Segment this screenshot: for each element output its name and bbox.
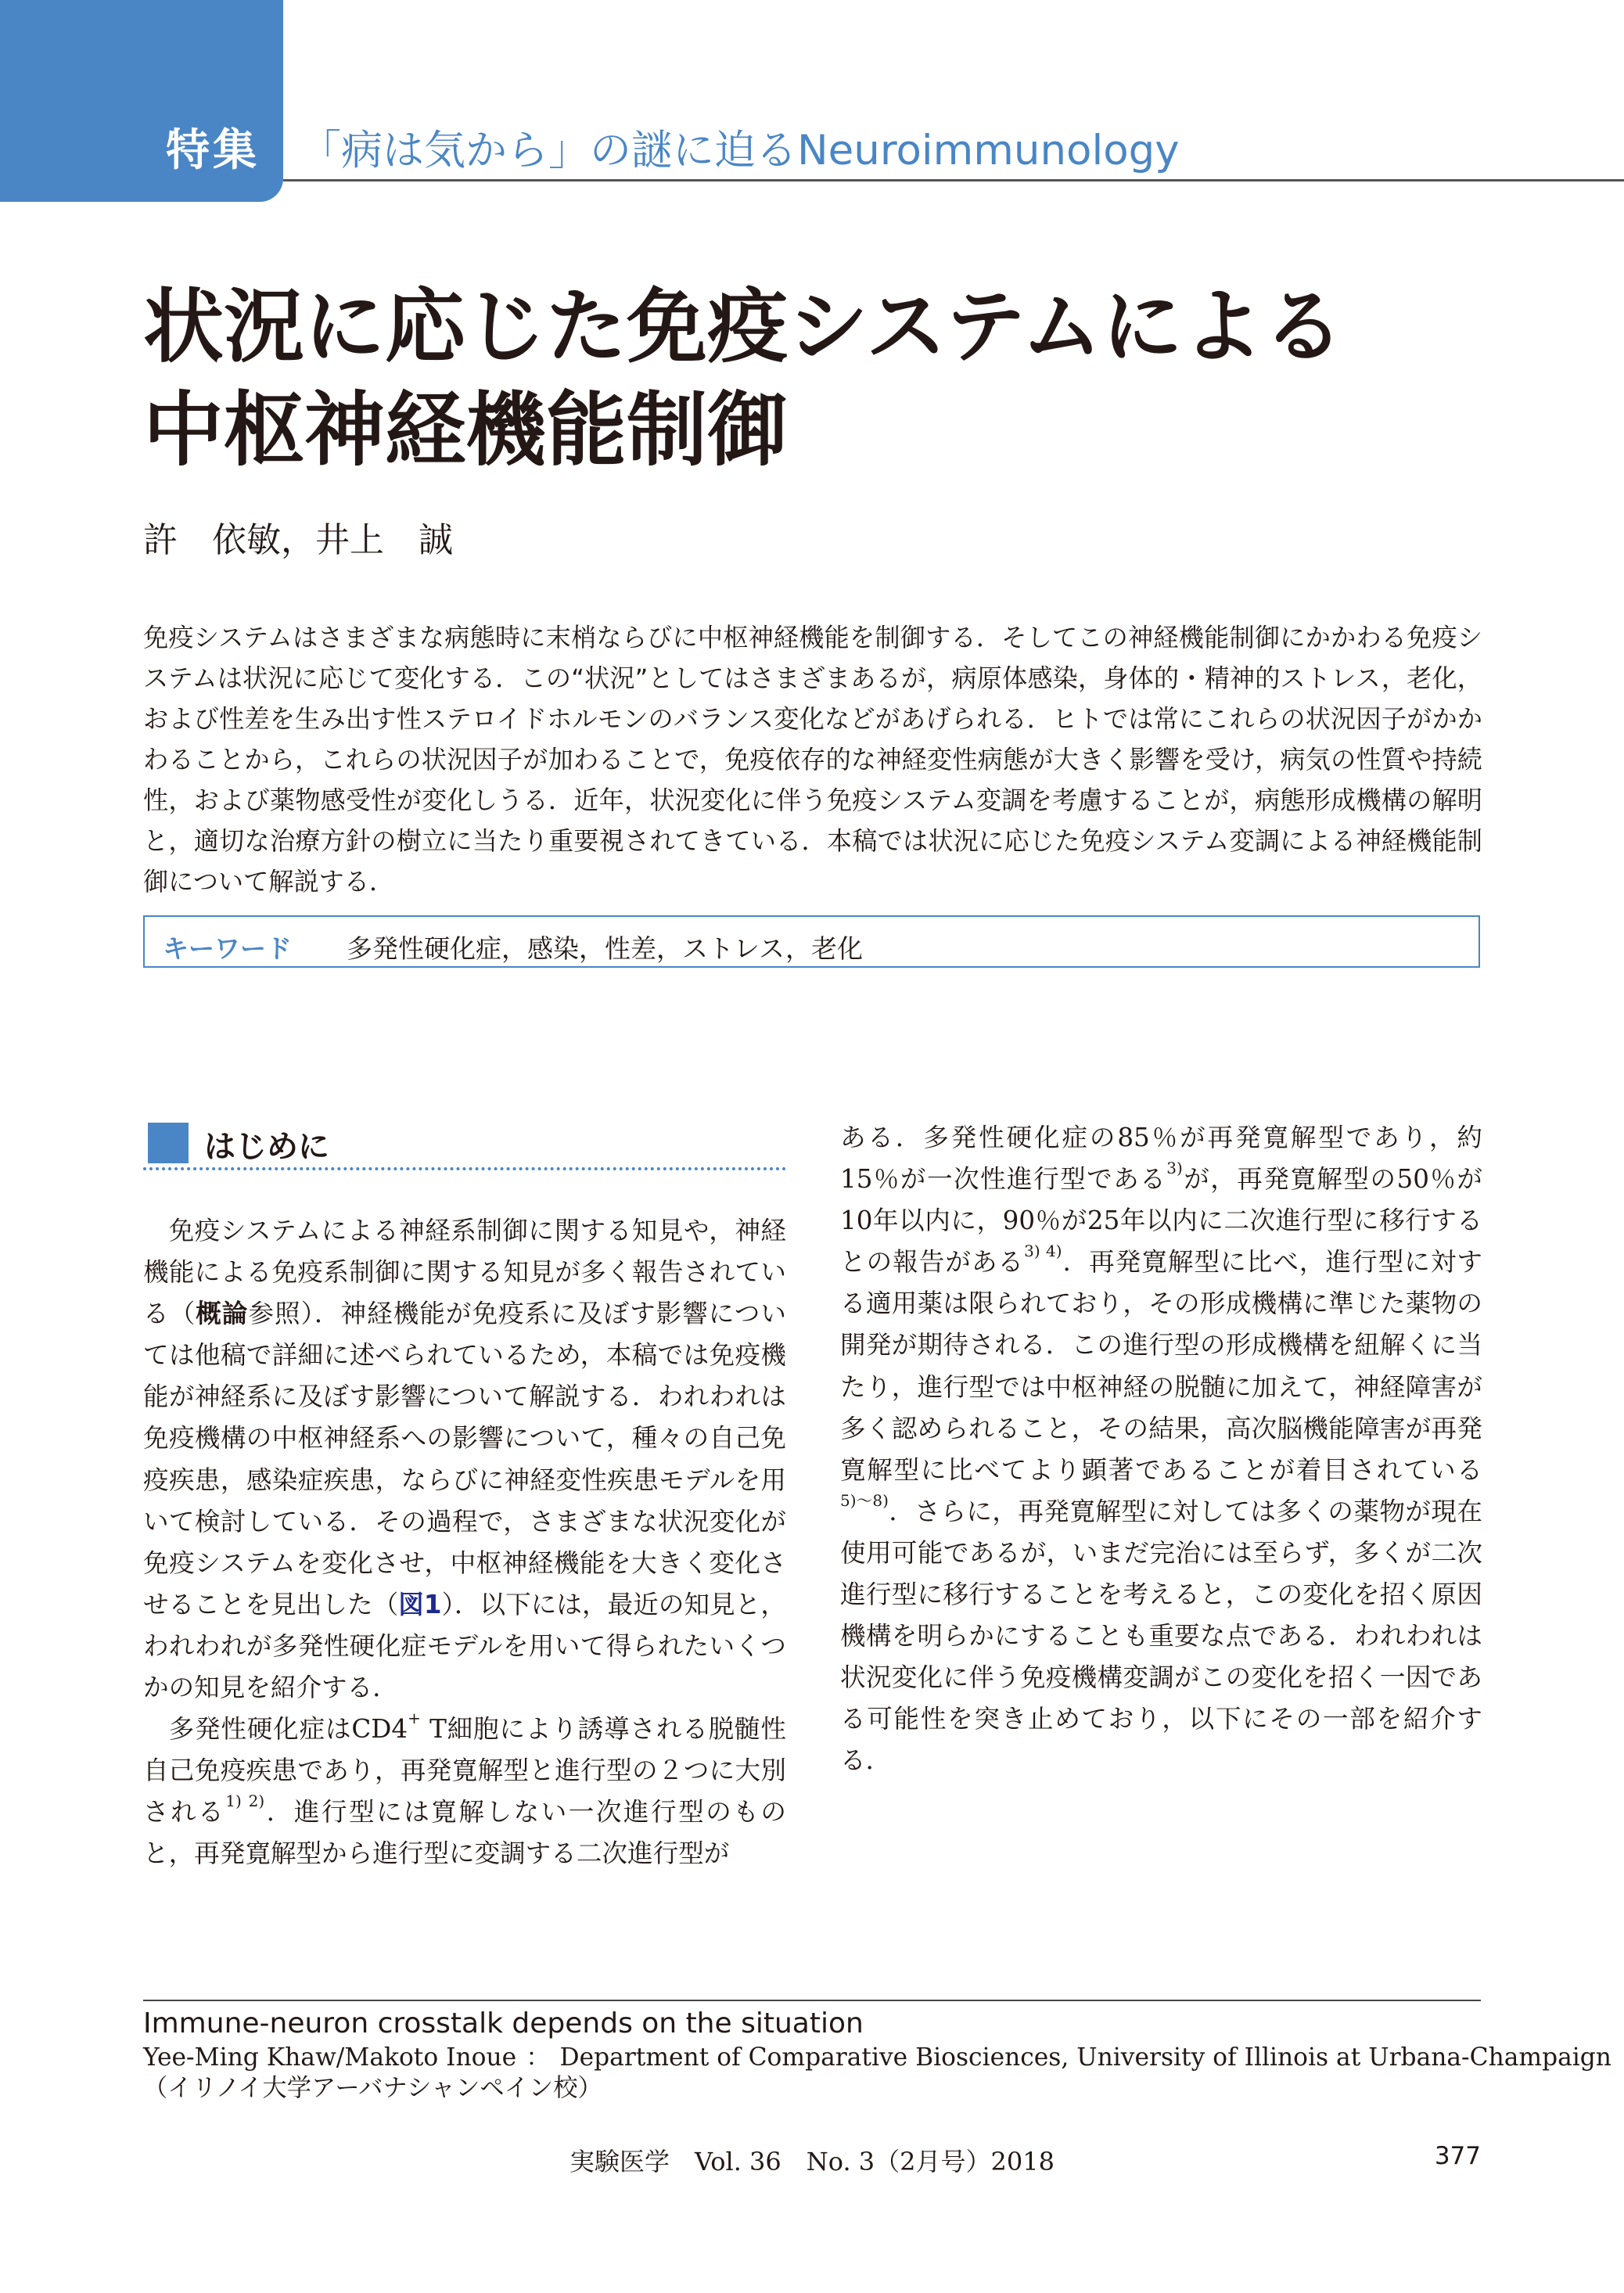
footer-rule bbox=[143, 2000, 1481, 2001]
citation[interactable]: 5)〜8) bbox=[840, 1490, 889, 1510]
article-title bbox=[143, 275, 1344, 482]
figure-1-link[interactable]: 図1 bbox=[398, 1589, 442, 1619]
article-title-line-2: 中枢神経機能制御 bbox=[143, 383, 788, 477]
page-number: 377 bbox=[1434, 2142, 1481, 2170]
body-column-right bbox=[840, 1117, 1482, 1782]
keyword-list: 多発性硬化症，感染，性差，ストレス，老化 bbox=[347, 933, 863, 964]
keyword-label: キーワード bbox=[163, 933, 292, 964]
affiliation-japanese: （イリノイ大学アーバナシャンペイン校） bbox=[143, 2074, 602, 2102]
header-rule bbox=[283, 179, 1624, 181]
article-title-line-1: 状況に応じた免疫システムによる bbox=[143, 280, 1344, 374]
author-names: 許 依敏，井上 誠 bbox=[143, 520, 453, 560]
journal-citation: 実験医学 Vol. 36 No. 3（2月号）2018 bbox=[569, 2147, 1055, 2176]
author-affiliation: Yee-Ming Khaw/Makoto Inoue ： Department of Comparative Biosciences, University of Illinois at Urbana-Champaign bbox=[143, 2043, 1611, 2072]
citation[interactable]: 3) bbox=[1166, 1159, 1183, 1178]
abstract: 免疫システムはさまざまな病態時に末梢ならびに中枢神経機能を制御する．そしてこの神経機能制御にかかわる免疫システムは状況に応じて変化する．この“状況”としてはさまざまあるが，病原体感染，身体的・精神的ストレス，老化，および性差を生み出す性ステロイドホルモンのバランス変化などがあげられる．ヒトでは常にこれらの状況因子がかかわることから，これらの状況因子が加わることで，免疫依存的な神経変性病態が大きく影響を受け，病気の性質や持続性，および薬物感受性が変化しうる．近年，状況変化に伴う免疫システム変調を考慮することが，病態形成機構の解明と，適切な治療方針の樹立に当たり重要視されてきている．本稿では状況に応じた免疫システム変調による神経機能制御について解説する． bbox=[143, 623, 1482, 897]
feature-tab-label: 特集 bbox=[166, 125, 260, 176]
body-column-left bbox=[143, 1210, 786, 1875]
keyword-box bbox=[143, 915, 1480, 968]
english-title: Immune-neuron crosstalk depends on the situation bbox=[143, 2007, 864, 2040]
overview-reference[interactable]: 概論 bbox=[196, 1299, 249, 1329]
feature-series-title: 「病は気から」の謎に迫るNeuroimmunology bbox=[300, 127, 1180, 174]
section-heading bbox=[143, 1119, 786, 1173]
citation[interactable]: 1) 2) bbox=[225, 1792, 265, 1811]
body-paragraph: 免疫システムによる神経系制御に関する知見や，神経機能による免疫系制御に関する知見が多く報告されている（概論参照）．神経機能が免疫系に及ぼす影響については他稿で詳細に述べられているため，本稿では免疫機能が神経系に及ぼす影響について解説する．われわれは免疫機構の中枢神経系への影響について，種々の自己免疫疾患，感染症疾患，ならびに神経変性疾患モデルを用いて検討している．その過程で，さまざまな状況変化が免疫システムを変化させ，中枢神経機能を大きく変化させることを見出した（図1）．以下には，最近の知見と，われわれが多発性硬化症モデルを用いて得られたいくつかの知見を紹介する． bbox=[143, 1216, 786, 1703]
citation[interactable]: 3) 4) bbox=[1024, 1242, 1062, 1261]
section-marker-square bbox=[148, 1123, 189, 1163]
section-heading-label: はじめに bbox=[204, 1129, 329, 1165]
section-dotted-rule bbox=[143, 1167, 786, 1170]
body-paragraph: 多発性硬化症はCD4+ T細胞により誘導される脱髄性自己免疫疾患であり，再発寛解型と進行型の２つに大別される$^{1) 2)}$．進行型には寛解しない一次進行型のものと，再発寛解型から進行型に変調する二次進行型が bbox=[143, 1709, 786, 1869]
body-paragraph: ある．多発性硬化症の85％が再発寛解型であり，約15％が一次性進行型である$^{3)}$が，再発寛解型の50％が10年以内に，90％が25年以内に二次進行型に移行するとの報告がある$^{3) 4)}$．再発寛解型に比べ，進行型に対する適用薬は限られており，その形成機構に準じた薬物の開発が期待される．この進行型の形成機構を紐解くに当たり，進行型では中枢神経の脱髄に加えて，神経障害が多く認められること，その結果，高次脳機能障害が再発寛解型に比べてより顕著であることが着目されている$^{5)〜8)}$．さらに，再発寛解型に対しては多くの薬物が現在使用可能であるが，いまだ完治には至らず，多くが二次進行型に移行することを考えると，この変化を招く原因機構を明らかにすることも重要な点である．われわれは状況変化に伴う免疫機構変調がこの変化を招く一因である可能性を突き止めており，以下にその一部を紹介する． bbox=[840, 1123, 1482, 1776]
feature-tab bbox=[0, 0, 283, 202]
